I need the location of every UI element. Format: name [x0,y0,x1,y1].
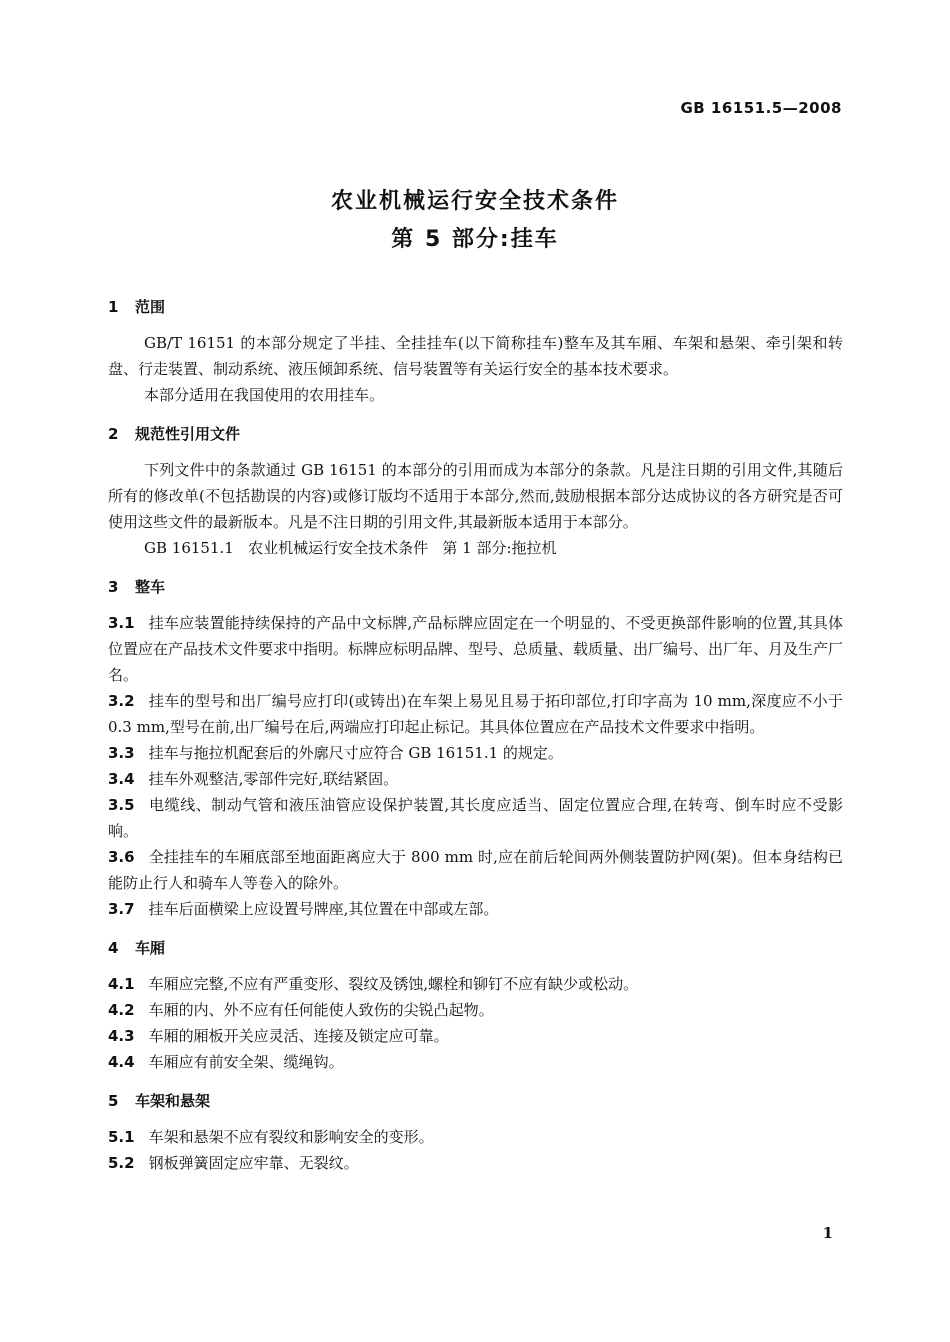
clause-number: 5.2 [108,1154,135,1172]
clause-number: 4.2 [108,1001,135,1019]
document-subtitle: 第 5 部分:挂车 [391,227,559,252]
clause-text: 挂车应装置能持续保持的产品中文标牌,产品标牌应固定在一个明显的、不受更换部件影响的位置,其具体位置应在产品技术文件要求中指明。标牌应标明品牌、型号、总质量、载质量、出厂编号、出厂年、月及生产厂名。 [108,614,844,684]
clause-text: 电缆线、制动气管和液压油管应设保护装置,其长度应适当、固定位置应合理,在转弯、倒车时应不受影响。 [108,796,843,840]
clause [108,610,843,688]
clause-text: 挂车与拖拉机配套后的外廓尺寸应符合 GB 16151.1 的规定。 [148,744,563,762]
standard-number: GB 16151.5—2008 [680,99,842,117]
section-number: 1 [108,298,119,316]
clause [108,997,843,1023]
section-heading-complete-vehicle [108,574,843,600]
section-number: 5 [108,1092,119,1110]
clause [108,1049,843,1075]
clause-text: 车厢的厢板开关应灵活、连接及锁定应可靠。 [148,1027,449,1045]
clause [108,1023,843,1049]
clause-number: 3.4 [108,770,135,788]
clause-text: 全挂挂车的车厢底部至地面距离应大于 800 mm 时,应在前后轮间两外侧装置防护网(架)。但本身结构已能防止行人和骑车人等卷入的除外。 [108,848,843,892]
clause-number: 3.2 [108,692,135,710]
section-title: 范围 [135,298,166,316]
clause-text: 挂车后面横梁上应设置号牌座,其位置在中部或左部。 [148,900,499,918]
paragraph: GB/T 16151 的本部分规定了半挂、全挂挂车(以下简称挂车)整车及其车厢、车架和悬架、牵引架和转盘、行走装置、制动系统、液压倾卸系统、信号装置等有关运行安全的基本技术要求。 [108,334,843,378]
section-title: 车架和悬架 [135,1092,211,1110]
section-number: 3 [108,578,119,596]
section-number: 2 [108,425,119,443]
clause-text: 挂车的型号和出厂编号应打印(或铸出)在车架上易见且易于拓印部位,打印字高为 10 mm,深度应不小于 0.3 mm,型号在前,出厂编号在后,两端应打印起止标记。其具体位置应在产品技术文件要求中指明。 [108,692,843,736]
clause [108,1150,843,1176]
section-title: 规范性引用文件 [135,425,241,443]
clause-number: 5.1 [108,1128,135,1146]
clause-number: 4.1 [108,975,135,993]
clause [108,688,843,740]
section-title: 车厢 [135,939,166,957]
clause [108,1124,843,1150]
clause-number: 3.6 [108,848,135,866]
clause-number: 4.3 [108,1027,135,1045]
section-heading-frame-suspension [108,1088,843,1114]
clause-number: 3.5 [108,796,135,814]
clause-number: 3.7 [108,900,135,918]
section-heading-cargo-box [108,935,843,961]
clause [108,792,843,844]
page-number: 1 [822,1224,833,1242]
clause [108,896,843,922]
paragraph: 下列文件中的条款通过 GB 16151 的本部分的引用而成为本部分的条款。凡是注日期的引用文件,其随后所有的修改单(不包括勘误的内容)或修订版均不适用于本部分,然而,鼓励根据本部分达成协议的各方研究是否可使用这些文件的最新版本。凡是不注日期的引用文件,其最新版本适用于本部分。 [108,461,843,531]
clause [108,844,843,896]
paragraph: 本部分适用在我国使用的农用挂车。 [144,386,385,404]
clause [108,971,843,997]
section-title: 整车 [135,578,166,596]
clause-number: 3.1 [108,614,135,632]
clause [108,740,843,766]
clause-text: 挂车外观整洁,零部件完好,联结紧固。 [148,770,399,788]
clause-text: 车架和悬架不应有裂纹和影响安全的变形。 [148,1128,434,1146]
document-body [108,294,843,1176]
document-title: 农业机械运行安全技术条件 [330,189,619,214]
section-heading-normative-references [108,421,843,447]
section-number: 4 [108,939,119,957]
clause-number: 4.4 [108,1053,135,1071]
clause-text: 车厢应有前安全架、缆绳钩。 [148,1053,344,1071]
clause-number: 3.3 [108,744,135,762]
clause [108,766,843,792]
section-heading-scope [108,294,843,320]
clause-text: 车厢应完整,不应有严重变形、裂纹及锈蚀,螺栓和铆钉不应有缺少或松动。 [148,975,639,993]
clause-text: 钢板弹簧固定应牢靠、无裂纹。 [148,1154,359,1172]
clause-text: 车厢的内、外不应有任何能使人致伤的尖锐凸起物。 [148,1001,494,1019]
reference-item: GB 16151.1 农业机械运行安全技术条件 第 1 部分:拖拉机 [144,539,557,557]
